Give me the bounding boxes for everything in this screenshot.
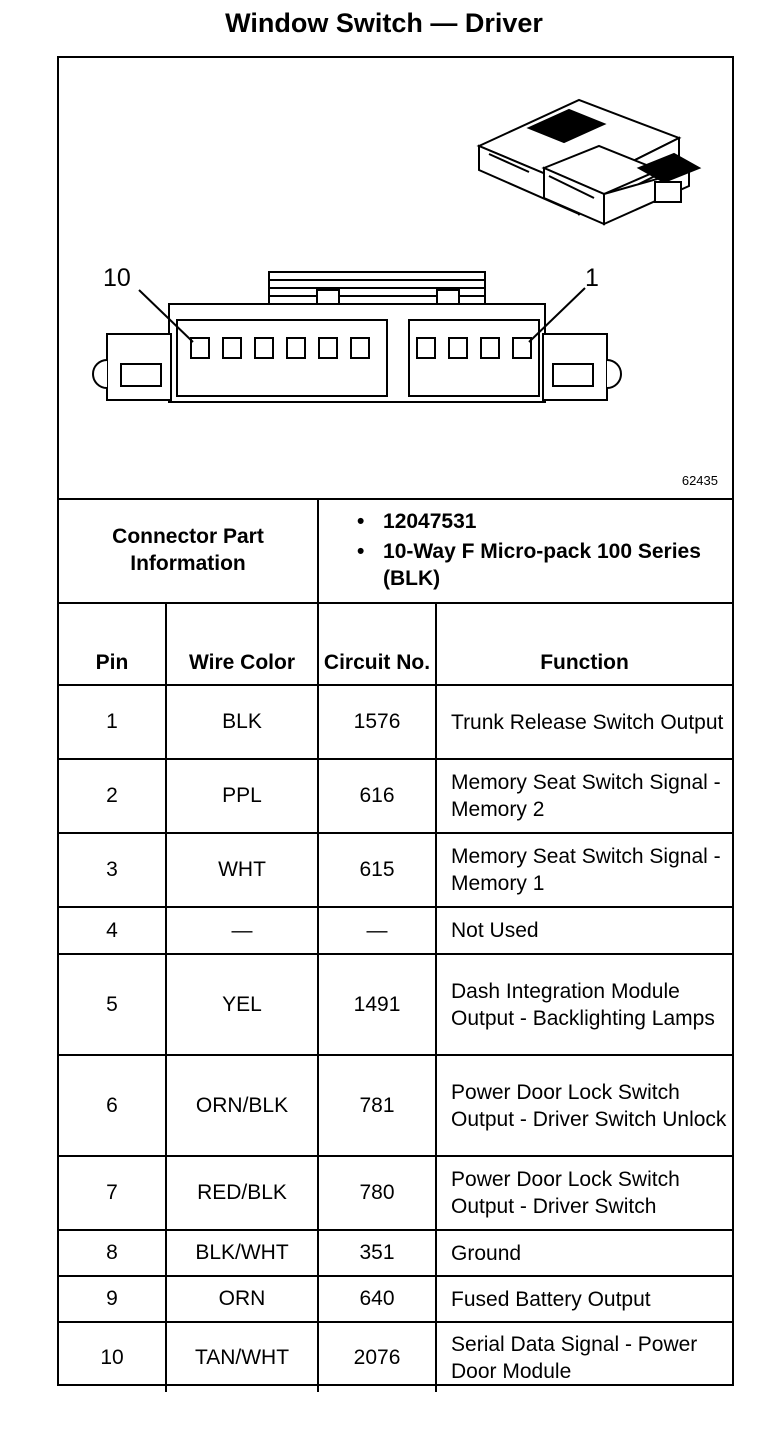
function-cell: Fused Battery Output (436, 1276, 732, 1322)
pin-cell: 4 (59, 907, 166, 954)
page-title: Window Switch — Driver (225, 8, 543, 38)
pin-cell: 3 (59, 833, 166, 907)
table-row (59, 907, 732, 954)
connector-info-list (318, 498, 732, 603)
table-row (59, 1276, 732, 1322)
circuit-cell: 1491 (318, 954, 436, 1055)
wire-cell: WHT (166, 833, 318, 907)
function-cell: Power Door Lock Switch Output - Driver Switch Unlock (436, 1055, 732, 1156)
circuit-cell: 781 (318, 1055, 436, 1156)
function-cell: Ground (436, 1230, 732, 1276)
connector-info-label: Connector Part Information (59, 498, 318, 603)
pin-cell: 10 (59, 1322, 166, 1392)
connector-info-row (59, 498, 732, 603)
function-cell: Memory Seat Switch Signal - Memory 2 (436, 759, 732, 833)
wire-cell: BLK/WHT (166, 1230, 318, 1276)
table-row (59, 1055, 732, 1156)
function-cell: Memory Seat Switch Signal - Memory 1 (436, 833, 732, 907)
wire-cell: PPL (166, 759, 318, 833)
figure-code: 62435 (681, 473, 718, 488)
circuit-cell: 780 (318, 1156, 436, 1230)
table-row (59, 685, 732, 759)
table-row (59, 833, 732, 907)
function-cell: Trunk Release Switch Output (436, 685, 732, 759)
wire-cell: TAN/WHT (166, 1322, 318, 1392)
wire-cell: YEL (166, 954, 318, 1055)
wire-cell: BLK (166, 685, 318, 759)
function-cell: Not Used (436, 907, 732, 954)
circuit-cell: 615 (318, 833, 436, 907)
pin-10-label: 10 (103, 264, 131, 292)
wire-cell: RED/BLK (166, 1156, 318, 1230)
connector-3d-icon (479, 100, 699, 224)
wire-cell: ORN (166, 1276, 318, 1322)
function-cell: Serial Data Signal - Power Door Module (436, 1322, 732, 1392)
table-row (59, 759, 732, 833)
pin-cell: 7 (59, 1156, 166, 1230)
pin-cell: 2 (59, 759, 166, 833)
pin-1-label: 1 (585, 264, 599, 292)
circuit-cell: — (318, 907, 436, 954)
circuit-cell: 1576 (318, 685, 436, 759)
connector-figure (59, 58, 732, 500)
list-item: • 10-Way F Micro-pack 100 Series (BLK) (357, 540, 701, 590)
header-pin: Pin (59, 603, 166, 685)
pin-cell: 5 (59, 954, 166, 1055)
pin-cell: 1 (59, 685, 166, 759)
circuit-cell: 640 (318, 1276, 436, 1322)
connector-sheet (57, 56, 734, 1386)
header-circuit-no: Circuit No. (318, 603, 436, 685)
table-row (59, 1230, 732, 1276)
pinout-table (59, 498, 732, 1392)
pin-cell: 6 (59, 1055, 166, 1156)
table-header (59, 603, 732, 685)
pin-cell: 9 (59, 1276, 166, 1322)
circuit-cell: 2076 (318, 1322, 436, 1392)
function-cell: Dash Integration Module Output - Backlighting Lamps (436, 954, 732, 1055)
header-function: Function (436, 603, 732, 685)
function-cell: Power Door Lock Switch Output - Driver Switch (436, 1156, 732, 1230)
wire-cell: — (166, 907, 318, 954)
table-row (59, 1156, 732, 1230)
connector-diagram-icon (59, 58, 732, 498)
table-row (59, 1322, 732, 1392)
circuit-cell: 616 (318, 759, 436, 833)
list-item: • 12047531 (357, 510, 477, 533)
pin-cell: 8 (59, 1230, 166, 1276)
table-row (59, 954, 732, 1055)
wire-cell: ORN/BLK (166, 1055, 318, 1156)
header-wire-color: Wire Color (166, 603, 318, 685)
circuit-cell: 351 (318, 1230, 436, 1276)
